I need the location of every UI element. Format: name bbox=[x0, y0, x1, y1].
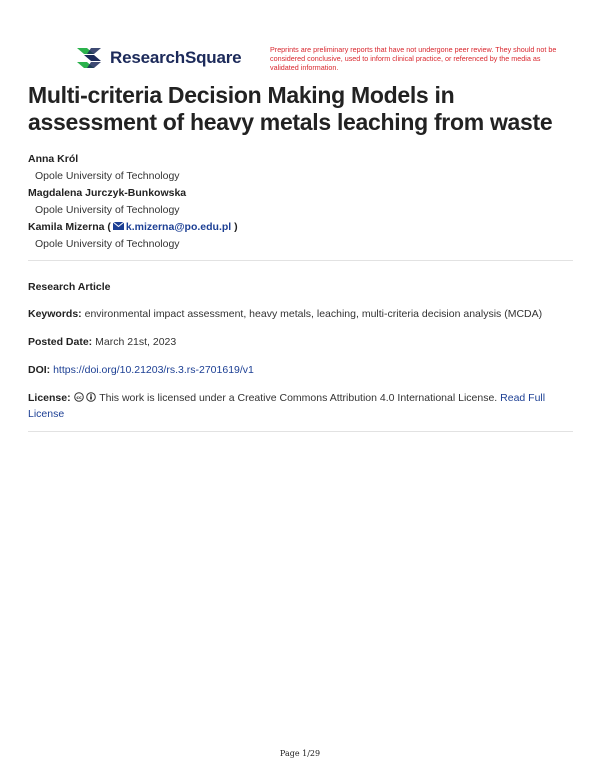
divider bbox=[28, 431, 573, 432]
research-square-logo-icon bbox=[74, 45, 104, 71]
research-square-logo[interactable] bbox=[74, 45, 241, 71]
read-full-license-link[interactable]: Read Full License bbox=[28, 392, 546, 420]
author-name: Magdalena Jurczyk-Bunkowska bbox=[28, 187, 187, 199]
divider bbox=[28, 260, 573, 261]
doi-label: DOI: bbox=[28, 364, 51, 376]
license-text: This work is licensed under a Creative Commons Attribution 4.0 International License. bbox=[99, 392, 498, 404]
author-entry bbox=[28, 151, 578, 185]
brand-suffix: Square bbox=[184, 48, 242, 67]
author-entry bbox=[28, 185, 578, 219]
author-name: Kamila Mizerna bbox=[28, 221, 105, 233]
paper-title: Multi-criteria Decision Making Models in assessment of heavy metals leaching from waste bbox=[28, 82, 553, 135]
license-label: License: bbox=[28, 392, 71, 404]
article-type bbox=[28, 279, 576, 295]
author-name: Anna Król bbox=[28, 153, 79, 165]
author-affiliation: Opole University of Technology bbox=[35, 170, 180, 182]
doi-link[interactable]: https://doi.org/10.21203/rs.3.rs-2701619/v1 bbox=[53, 364, 254, 376]
mail-icon bbox=[113, 222, 124, 230]
article-type-label: Research Article bbox=[28, 281, 111, 293]
posted-date-value: March 21st, 2023 bbox=[95, 336, 177, 348]
author-affiliation: Opole University of Technology bbox=[35, 204, 180, 216]
cc-icon bbox=[74, 392, 84, 402]
svg-text:cc: cc bbox=[75, 396, 82, 402]
author-entry bbox=[28, 219, 578, 253]
author-affiliation: Opole University of Technology bbox=[35, 238, 180, 250]
by-icon bbox=[86, 392, 96, 402]
page-number: Page 1/29 bbox=[279, 749, 321, 758]
brand-name: Research bbox=[110, 48, 185, 67]
posted-date-label: Posted Date: bbox=[28, 336, 93, 348]
preprint-disclaimer: Preprints are preliminary reports that have not undergone peer review. They should not be considered conclusive, used to inform clinical practice, or referenced by the media as validated information. bbox=[270, 45, 557, 72]
doi bbox=[28, 362, 576, 378]
email-close-paren: ) bbox=[234, 221, 238, 233]
author-list bbox=[28, 151, 578, 253]
keywords-value: environmental impact assessment, heavy metals, leaching, multi-criteria decision analysis (MCDA) bbox=[84, 308, 543, 320]
keywords-label: Keywords: bbox=[28, 308, 82, 320]
posted-date bbox=[28, 334, 576, 350]
keywords bbox=[28, 306, 576, 322]
license bbox=[28, 390, 576, 422]
email-open-paren: ( bbox=[107, 221, 111, 233]
author-email-link[interactable]: k.mizerna@po.edu.pl bbox=[125, 221, 232, 233]
